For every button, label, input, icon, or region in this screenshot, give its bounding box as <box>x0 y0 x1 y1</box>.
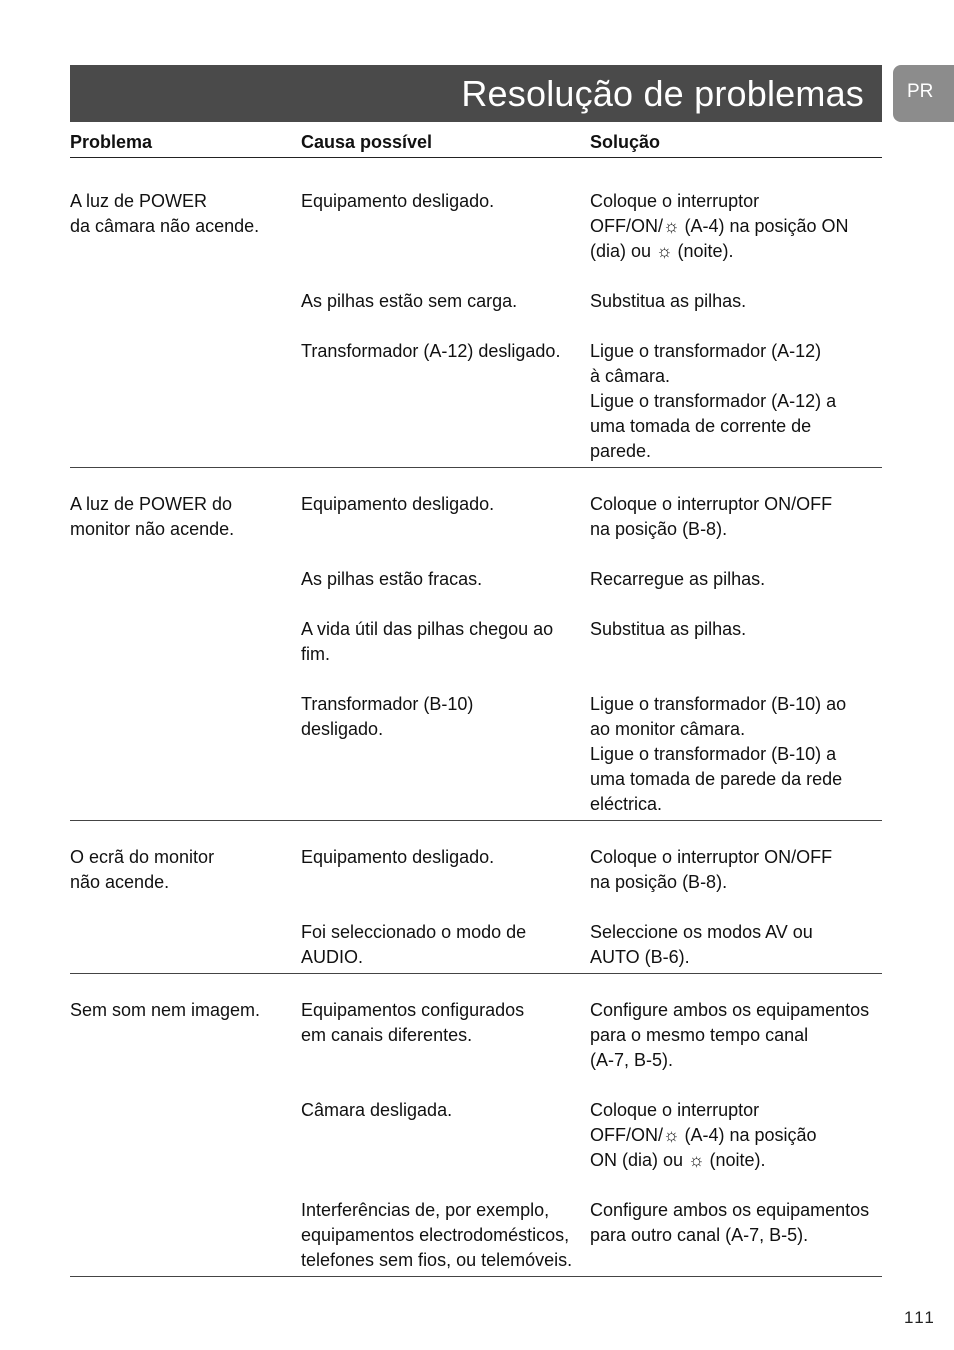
cause-text: A vida útil das pilhas chegou ao <box>301 619 554 639</box>
cause-text: Transformador (B-10) <box>301 694 474 714</box>
solution-text: Ligue o transformador (B-10) ao <box>590 694 847 714</box>
cause-cell <box>301 1098 590 1173</box>
column-header-solution: Solução <box>590 132 661 152</box>
solution-text: à câmara. <box>590 366 671 386</box>
problem-group <box>70 821 882 974</box>
cause-cell <box>301 617 590 667</box>
cause-cell <box>301 289 590 314</box>
problem-group <box>70 468 882 821</box>
table-body <box>70 158 882 1277</box>
solution-text: Ligue o transformador (A-12) <box>590 341 822 361</box>
cause-text: telefones sem fios, ou telemóveis. <box>301 1250 573 1270</box>
solution-text: Configure ambos os equipamentos <box>590 1200 870 1220</box>
solution-text: ON (dia) ou ☼ (noite). <box>590 1150 766 1170</box>
solution-text: na posição (B-8). <box>590 872 728 892</box>
solution-cell <box>590 845 882 895</box>
solution-cell <box>590 1198 882 1273</box>
table-header <box>70 128 882 158</box>
cause-cell <box>301 1198 590 1273</box>
solution-text: ao monitor câmara. <box>590 719 746 739</box>
problem-cell <box>70 845 301 970</box>
cause-cell <box>301 492 590 542</box>
solution-text: (A-7, B-5). <box>590 1050 674 1070</box>
troubleshooting-table <box>70 128 882 1277</box>
solution-text: na posição (B-8). <box>590 519 728 539</box>
cause-text: em canais diferentes. <box>301 1025 473 1045</box>
cause-text: fim. <box>301 644 330 664</box>
problem-cell <box>70 492 301 817</box>
problem-text: O ecrã do monitor <box>70 847 215 867</box>
solution-text: Coloque o interruptor ON/OFF <box>590 494 833 514</box>
solution-text: Configure ambos os equipamentos <box>590 1000 870 1020</box>
solution-text: Coloque o interruptor <box>590 191 760 211</box>
solution-text: AUTO (B-6). <box>590 947 690 967</box>
solution-cell <box>590 1098 882 1173</box>
cause-text: AUDIO. <box>301 947 364 967</box>
cause-text: Foi seleccionado o modo de <box>301 922 527 942</box>
solution-text: Substitua as pilhas. <box>590 291 747 311</box>
problem-text: monitor não acende. <box>70 519 235 539</box>
cause-text: Equipamento desligado. <box>301 494 495 514</box>
solution-text: uma tomada de parede da rede <box>590 769 843 789</box>
problem-text: da câmara não acende. <box>70 216 260 236</box>
solution-cell <box>590 339 882 464</box>
solution-text: parede. <box>590 441 652 461</box>
table-row <box>301 998 882 1073</box>
table-row <box>301 189 882 264</box>
table-row <box>301 845 882 895</box>
page-number: 111 <box>904 1308 936 1327</box>
solution-cell <box>590 692 882 817</box>
cause-text: equipamentos electrodomésticos, <box>301 1225 570 1245</box>
cause-cell <box>301 567 590 592</box>
solution-cell <box>590 567 882 592</box>
problem-group <box>70 974 882 1277</box>
cause-text: Equipamento desligado. <box>301 191 495 211</box>
table-row <box>301 617 882 667</box>
solution-cell <box>590 920 882 970</box>
problem-text: A luz de POWER do <box>70 494 233 514</box>
cause-text: Câmara desligada. <box>301 1100 453 1120</box>
problem-group <box>70 158 882 468</box>
cause-text: Transformador (A-12) desligado. <box>301 341 561 361</box>
solution-cell <box>590 289 882 314</box>
table-row <box>301 692 882 817</box>
cause-cell <box>301 339 590 464</box>
solution-text: para o mesmo tempo canal <box>590 1025 809 1045</box>
table-row <box>301 339 882 464</box>
table-row <box>301 289 882 314</box>
title-bar <box>70 65 882 122</box>
solution-cell <box>590 617 882 667</box>
solution-text: Ligue o transformador (B-10) a <box>590 744 837 764</box>
table-row <box>301 920 882 970</box>
table-row <box>301 492 882 542</box>
solution-text: Recarregue as pilhas. <box>590 569 766 589</box>
solution-text: OFF/ON/☼ (A-4) na posição <box>590 1125 817 1145</box>
page-title: Resolução de problemas <box>461 72 864 114</box>
solution-text: Substitua as pilhas. <box>590 619 747 639</box>
solution-text: uma tomada de corrente de <box>590 416 812 436</box>
solution-text: OFF/ON/☼ (A-4) na posição ON <box>590 216 849 236</box>
column-header-problem: Problema <box>70 132 153 152</box>
cause-text: Equipamento desligado. <box>301 847 495 867</box>
solution-cell <box>590 492 882 542</box>
solution-text: Coloque o interruptor <box>590 1100 760 1120</box>
table-row <box>301 1198 882 1273</box>
solution-text: Coloque o interruptor ON/OFF <box>590 847 833 867</box>
problem-cell <box>70 998 301 1273</box>
solution-cell <box>590 998 882 1073</box>
column-header-cause: Causa possível <box>301 132 433 152</box>
problem-text: Sem som nem imagem. <box>70 1000 261 1020</box>
table-row <box>301 567 882 592</box>
solution-cell <box>590 189 882 264</box>
cause-cell <box>301 920 590 970</box>
solution-text: Seleccione os modos AV ou <box>590 922 813 942</box>
cause-cell <box>301 845 590 895</box>
cause-text: As pilhas estão sem carga. <box>301 291 518 311</box>
problem-text: A luz de POWER <box>70 191 208 211</box>
language-tab: PR <box>893 65 954 122</box>
solution-text: eléctrica. <box>590 794 663 814</box>
cause-text: desligado. <box>301 719 384 739</box>
solution-text: Ligue o transformador (A-12) a <box>590 391 837 411</box>
problem-cell <box>70 189 301 464</box>
cause-text: Interferências de, por exemplo, <box>301 1200 550 1220</box>
cause-text: As pilhas estão fracas. <box>301 569 483 589</box>
table-row <box>301 1098 882 1173</box>
cause-cell <box>301 189 590 264</box>
cause-cell <box>301 998 590 1073</box>
cause-cell <box>301 692 590 817</box>
problem-text: não acende. <box>70 872 170 892</box>
solution-text: (dia) ou ☼ (noite). <box>590 241 734 261</box>
solution-text: para outro canal (A-7, B-5). <box>590 1225 809 1245</box>
cause-text: Equipamentos configurados <box>301 1000 525 1020</box>
